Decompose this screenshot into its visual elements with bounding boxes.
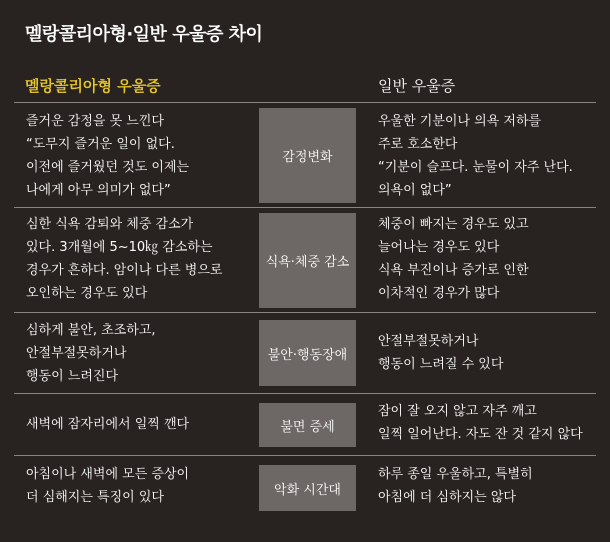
text-line: 아침에 더 심하지는 않다 [378,490,516,505]
general-description [378,330,592,376]
text-line: 하루 종일 우울하고, 특별히 [378,467,533,482]
text-line: “도무지 즐거운 일이 없다. [26,137,175,152]
text-line: 늘어나는 경우도 있다 [378,240,500,255]
text-line: 안절부절못하거나 [378,334,479,349]
melancholic-description [26,463,266,509]
table-row [14,461,596,517]
table-row [14,108,596,205]
table-row [14,399,596,451]
text-line: 체중이 빠지는 경우도 있고 [378,217,529,232]
general-description [378,463,592,509]
melancholic-description [26,319,266,388]
divider [14,312,596,313]
general-description [378,110,592,202]
text-line: 식욕 부진이나 증가로 인한 [378,263,529,278]
text-line: 새벽에 잠자리에서 일찍 깬다 [26,417,190,432]
text-line: 심한 식욕 감퇴와 체중 감소가 [26,217,194,232]
text-line: 나에게 아무 의미가 없다” [26,183,171,198]
category-chip: 불면 증세 [259,403,356,447]
header-melancholic: 멜랑콜리아형 우울증 [25,77,161,95]
melancholic-description [26,110,266,202]
category-chip: 악화 시간대 [259,465,356,511]
text-line: 안절부절못하거나 [26,346,127,361]
divider [14,102,596,103]
text-line: 이전에 즐거웠던 것도 이제는 [26,160,190,175]
table-row [14,318,596,390]
text-line: 경우가 흔하다. 암이나 다른 병으로 [26,263,223,278]
text-line: 아침이나 새벽에 모든 증상이 [26,467,190,482]
text-line: 오인하는 경우도 있다 [26,286,148,301]
text-line: 더 심해지는 특징이 있다 [26,490,164,505]
text-line: 행동이 느려진다 [26,369,119,384]
header-general: 일반 우울증 [378,77,456,95]
text-line: 즐거운 감정을 못 느낀다 [26,114,164,129]
text-line: 행동이 느려질 수 있다 [378,357,504,372]
category-chip: 식욕·체중 감소 [259,213,356,308]
text-line: 의욕이 없다” [378,183,452,198]
melancholic-description [26,413,266,436]
general-description [378,213,592,305]
text-line: “기분이 슬프다. 눈물이 자주 난다. [378,160,573,175]
page-title: 멜랑콜리아형·일반 우울증 차이 [25,24,263,45]
text-line: 심하게 불안, 초조하고, [26,323,156,338]
divider [14,455,596,456]
text-line: 우울한 기분이나 의욕 저하를 [378,114,542,129]
divider [14,207,596,208]
divider [14,393,596,394]
text-line: 주로 호소한다 [378,137,458,152]
text-line: 있다. 3개월에 5~10㎏ 감소하는 [26,240,213,255]
melancholic-description [26,213,266,305]
text-line: 이차적인 경우가 많다 [378,286,500,301]
table-row [14,213,596,310]
category-chip: 불안·행동장애 [259,320,356,386]
text-line: 일찍 일어난다. 자도 잔 것 같지 않다 [378,427,583,442]
text-line: 잠이 잘 오지 않고 자주 깨고 [378,404,537,419]
category-chip: 감정변화 [259,108,356,203]
general-description [378,400,592,446]
